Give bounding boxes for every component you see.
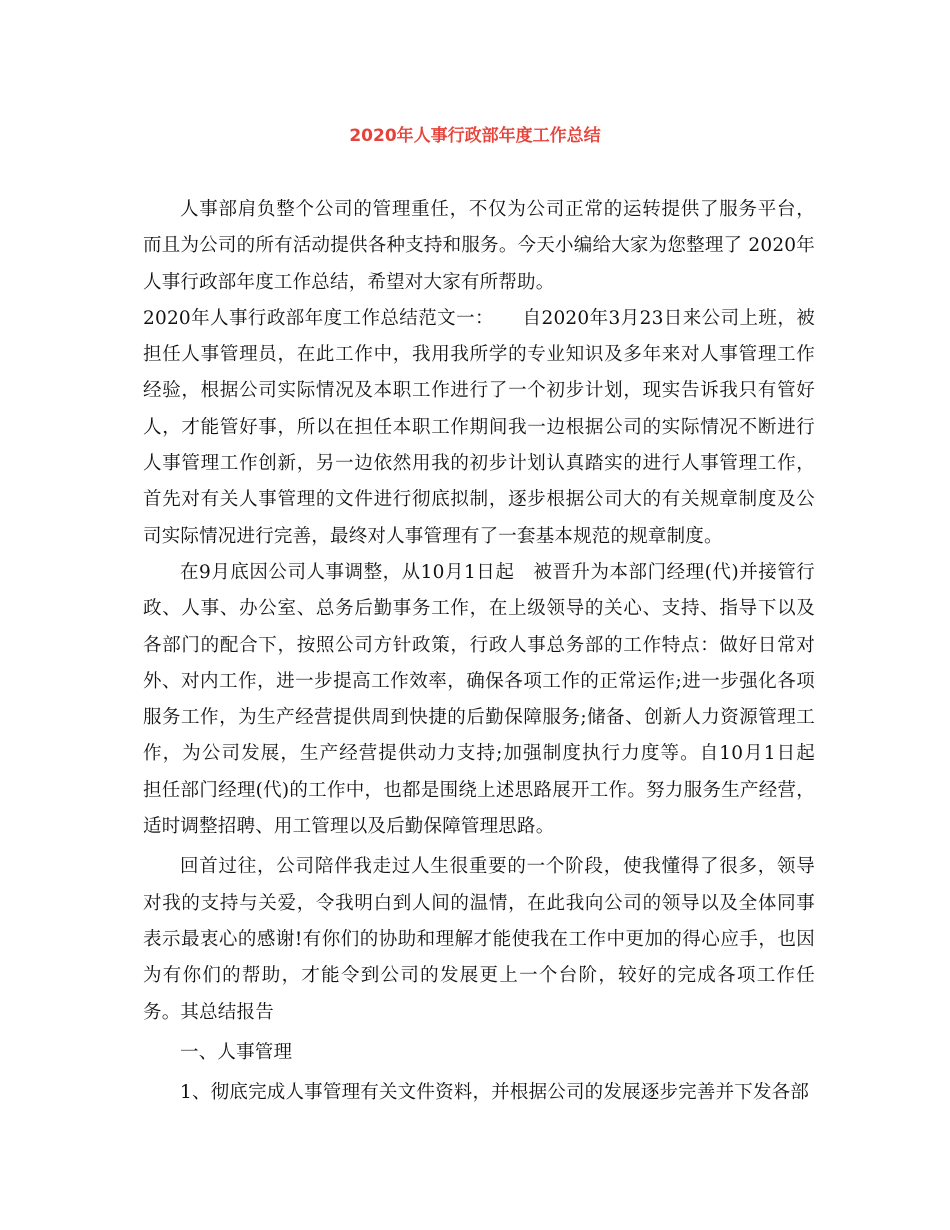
document-title: 2020年人事行政部年度工作总结 [349, 126, 601, 146]
document-body [143, 192, 834, 1111]
gratitude-paragraph: 回首过往，公司陪伴我走过人生很重要的一个阶段，使我懂得了很多，领导对我的支持与关爱，令我明白到人间的温情，在此我向公司的领导以及全体同事表示最衷心的感谢!有你们的协助和理解才能使我在工作中更加的得心应手，也因为有你们的帮助，才能令到公司的发展更上一个台阶，较好的完成各项工作任务。其总结报告 [143, 856, 815, 1023]
section-heading-hr: 一、人事管理 [180, 1041, 293, 1063]
item-1-paragraph: 1、彻底完成人事管理有关文件资料，并根据公司的发展逐步完善并下发各部 [180, 1082, 810, 1104]
promotion-paragraph: 在9月底因公司人事调整，从10月1日起 被晋升为本部门经理(代)并接管行政、人事、办公室、总务后勤事务工作，在上级领导的关心、支持、指导下以及各部门的配合下，按照公司方针政策，行政人事总务部的工作特点：做好日常对外、对内工作，进一步提高工作效率，确保各项工作的正常运作;进一步强化各项服务工作，为生产经营提供周到快捷的后勤保障服务;储备、创新人力资源管理工作，为公司发展，生产经营提供动力支持;加强制度执行力度等。自10月1日起 担任部门经理(代)的工作中，也都是围绕上述思路展开工作。努力服务生产经营，适时调整招聘、用工管理以及后勤保障管理思路。 [143, 561, 834, 838]
intro-paragraph: 人事部肩负整个公司的管理重任，不仅为公司正常的运转提供了服务平台，而且为公司的所有活动提供各种支持和服务。今天小编给大家为您整理了 2020年人事行政部年度工作总结，希望对大家有所帮助。 [143, 199, 815, 293]
sample-one-paragraph: 2020年人事行政部年度工作总结范文一： 自2020年3月23日来公司上班，被担任人事管理员，在此工作中，我用我所学的专业知识及多年来对人事管理工作经验，根据公司实际情况及本职工作进行了一个初步计划，现实告诉我只有管好人，才能管好事，所以在担任本职工作期间我一边根据公司的实际情况不断进行人事管理工作创新，另一边依然用我的初步计划认真踏实的进行人事管理工作，首先对有关人事管理的文件进行彻底拟制，逐步根据公司大的有关规章制度及公司实际情况进行完善，最终对人事管理有了一套基本规范的规章制度。 [143, 307, 815, 547]
